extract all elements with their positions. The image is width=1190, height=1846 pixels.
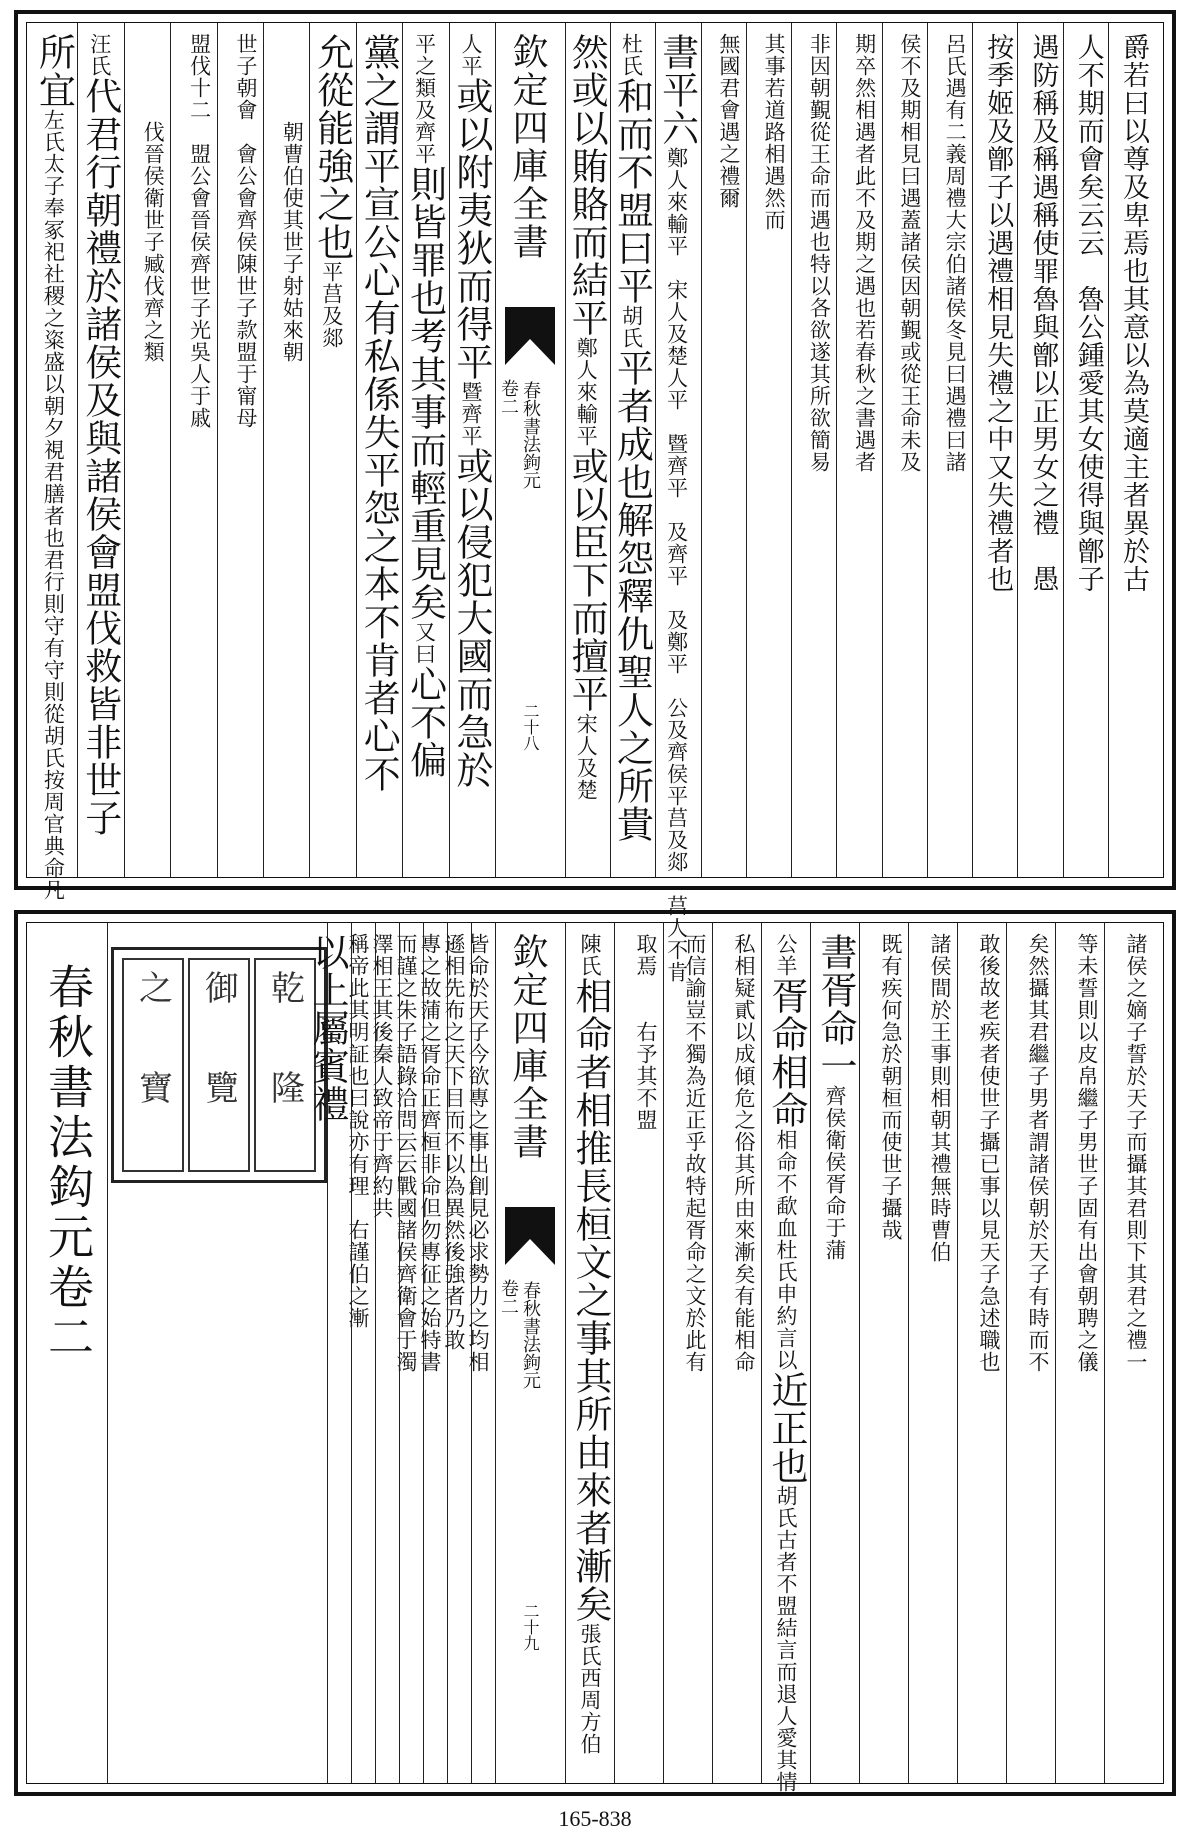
text-column [346, 933, 373, 1773]
seal-block-middle [188, 958, 250, 1172]
column-rule [447, 923, 448, 1783]
text-column [616, 933, 661, 1773]
text-column [567, 33, 608, 867]
text-column [1019, 33, 1060, 867]
column-rule [402, 23, 403, 877]
column-rule [495, 23, 496, 877]
main-text: 世子朝會 會公會齊侯陳世子款盟于甯母 [233, 33, 258, 429]
text-column [79, 33, 121, 867]
text-column [1110, 33, 1151, 867]
main-text: 代君行朝禮於諸侯及與諸侯會盟伐救皆非世子 [78, 77, 122, 837]
text-column [32, 33, 76, 901]
text-column [884, 33, 925, 867]
text-column [748, 33, 789, 867]
seal-char: 隆 [264, 1070, 305, 1104]
text-column [394, 933, 421, 1773]
main-text: 無國君會遇之禮爾 [716, 33, 741, 209]
text-column [763, 933, 808, 1793]
column-rule [791, 23, 792, 877]
column-rule [614, 923, 615, 1783]
main-text: 遜相先布之天下目而不以為異然後強者乃敢 [442, 933, 466, 1351]
column-rule [495, 923, 496, 1783]
main-text: 侯不及期相見曰遇蓋諸侯因朝覲或從王命未及 [897, 33, 922, 473]
column-rule [77, 23, 78, 877]
main-text: 然或以賄賂而結平 [565, 33, 609, 337]
main-text: 或以侵犯大國而急於 [449, 447, 493, 789]
annotation-note: 人平 [458, 33, 483, 77]
column-rule [957, 923, 958, 1783]
column-rule [263, 23, 264, 877]
library-title: 欽定四庫全書 [507, 933, 548, 1161]
text-column [812, 933, 857, 1773]
column-rule [701, 23, 702, 877]
annotation-note: 胡氏 [619, 305, 644, 349]
main-text: 專之故蒲之胥命正齊桓非命但勿專征之始特書 [418, 933, 442, 1373]
main-text: 諸侯間於王事則相朝其禮無時曹伯 [928, 933, 952, 1263]
text-column [959, 933, 1004, 1773]
main-text: 既有疾何急於朝桓而使世子攝哉 [879, 933, 903, 1241]
book-name: 春秋書法鉤元 [520, 381, 541, 489]
text-column [311, 33, 353, 867]
main-text: 書平六 [655, 33, 699, 147]
seal-char: 寶 [132, 1070, 173, 1104]
annotation-text: 張氏西周方伯 [578, 1623, 602, 1755]
column-rule [761, 923, 762, 1783]
column-rule [1063, 23, 1064, 877]
seal-block-left [122, 958, 184, 1172]
column-rule [423, 923, 424, 1783]
column-rule [124, 23, 125, 877]
fish-tail-mark-icon [503, 1205, 557, 1269]
text-column [655, 33, 699, 983]
imperial-seal [111, 947, 327, 1183]
column-rule [836, 23, 837, 877]
annotation-text: 平莒及郯 [319, 261, 344, 349]
text-column [1008, 933, 1053, 1773]
text-column [1057, 933, 1102, 1773]
annotation-note: 杜氏申約言以 [774, 1239, 798, 1371]
annotation-text: 宋人及楚 [574, 713, 599, 801]
volume-number: 卷二 [498, 1279, 519, 1315]
column-rule [882, 23, 883, 877]
column-rule [170, 23, 171, 877]
main-text: 其事若道路相遇然而 [762, 33, 787, 231]
column-rule [1006, 923, 1007, 1783]
seal-char: 覽 [198, 1070, 239, 1104]
text-column [567, 933, 612, 1773]
main-text: 相命者相推長桓文之事其所由來者漸矣 [569, 977, 612, 1623]
book-volume-title: 春秋書法鈎元卷二 [41, 963, 95, 1363]
column-rule [375, 923, 376, 1783]
column-rule [327, 923, 328, 1783]
main-text: 諸侯之嫡子誓於天子而攝其君則下其君之禮一 [1124, 933, 1148, 1373]
text-column [974, 33, 1015, 867]
annotation-text: 暨齊平 [458, 381, 483, 447]
text-column [172, 33, 214, 867]
main-text: 或以附夷狄而得平 [449, 77, 493, 381]
column-rule [351, 923, 352, 1783]
column-rule [746, 23, 747, 877]
main-text: 而謹之朱子語錄洽問云云戰國諸侯齊衛會于濁 [394, 933, 418, 1373]
text-column [126, 33, 168, 867]
main-text: 盟伐十二 盟公會晉侯齊世子光吳人于戚 [187, 33, 212, 429]
text-column [703, 33, 744, 867]
column-rule [1104, 923, 1105, 1783]
text-column [404, 33, 446, 867]
text-column [451, 33, 493, 867]
annotation-text: 相命不歃血 [774, 1129, 798, 1239]
column-rule [107, 923, 108, 1783]
main-text: 遇防稱及稱遇稱使罪魯與鄫以正男女之禮 愚 [1027, 33, 1059, 593]
text-column [929, 33, 970, 867]
text-column [714, 933, 759, 1773]
annotation-text: 齊侯衛侯胥命于蒲 [823, 1085, 847, 1261]
main-text: 心不偏 [403, 665, 447, 779]
library-title: 欽定四庫全書 [507, 33, 548, 261]
text-column [358, 33, 400, 867]
seal-char: 之 [132, 970, 173, 1004]
main-text: 和而不盟曰平 [610, 77, 654, 305]
book-name: 春秋書法鉤元 [520, 1281, 541, 1389]
text-column [442, 933, 469, 1773]
text-column [306, 933, 349, 1773]
main-text: 澤相王其後秦人致帝于齊約共 [370, 933, 394, 1219]
column-rule [449, 23, 450, 877]
column-rule [356, 23, 357, 877]
main-text: 胥命相命 [765, 977, 808, 1129]
text-column [793, 33, 834, 867]
annotation-text: 左氏太子奉冢祀社稷之粢盛以朝夕視君膳者也君行則守有守則從胡氏按周官典命凡 [41, 109, 66, 901]
volume-number: 卷二 [498, 379, 519, 415]
annotation-text: 鄭人來輸平 [574, 337, 599, 447]
main-text: 近正也 [765, 1371, 808, 1485]
main-text: 所宜 [32, 33, 76, 109]
annotation-text: 及齊平 [412, 99, 437, 165]
main-text: 皆命於天子今欲專之事出創見必求勢力之均相 [466, 933, 490, 1373]
leaf-number: 二十八 [521, 703, 540, 751]
text-column [838, 33, 879, 867]
text-column [665, 933, 710, 1773]
main-text: 按季姬及鄫子以遇禮相見失禮之中又失禮者也 [982, 33, 1014, 593]
seal-char: 御 [198, 970, 239, 1004]
seal-char: 乾 [264, 970, 305, 1004]
column-rule [1055, 923, 1056, 1783]
main-text: 敢後故老疾者使世子攝已事以見天子急述職也 [977, 933, 1001, 1373]
main-text: 取焉 右予其不盟 [634, 933, 658, 1131]
main-text: 私相疑貳以成傾危之俗其所由來漸矣有能相命 [732, 933, 756, 1373]
annotation-text: 胡氏古者不盟結言而退人愛其情 [774, 1485, 798, 1793]
column-rule [908, 923, 909, 1783]
text-column [466, 933, 493, 1773]
text-column [861, 933, 906, 1773]
annotation-note: 杜氏 [619, 33, 644, 77]
column-rule [859, 923, 860, 1783]
page-number: 165-838 [558, 1806, 632, 1831]
column-rule [471, 923, 472, 1783]
annotation-text: 又曰 [412, 621, 437, 665]
main-text: 稱帝此其明証也曰說亦有理 [346, 933, 370, 1197]
center-fold-strip [495, 23, 565, 877]
column-rule [565, 923, 566, 1783]
main-text: 書胥命一 [814, 933, 857, 1085]
column-rule [810, 923, 811, 1783]
main-text: 呂氏遇有二義周禮大宗伯諸侯冬見曰遇禮曰諸 [943, 33, 968, 473]
text-column [1106, 933, 1151, 1773]
text-column [370, 933, 397, 1773]
text-column [219, 33, 261, 867]
main-text: 或以臣下而擅平 [565, 447, 609, 713]
annotation-text: 鄭人來輸平 宋人及楚人平 暨齊平 及齊平 及鄭平 公及齊侯平莒及郯 莒人不肯 [664, 147, 689, 983]
bottom-page-frame [14, 910, 1176, 1796]
column-rule [1108, 23, 1109, 877]
main-text: 平者成也解怨釋仇聖人之所貴 [610, 349, 654, 843]
column-rule [399, 923, 400, 1783]
main-text: 人不期而會矣云云 魯公鍾愛其女使得與鄫子 [1072, 33, 1104, 593]
column-rule [655, 23, 656, 877]
main-text: 則皆罪也考其事而輕重見矣 [403, 165, 447, 621]
main-text: 爵若曰以尊及卑焉也其意以為莫適主者異於古 [1117, 33, 1149, 593]
column-rule [927, 23, 928, 877]
main-text: 期卒然相遇者此不及期之遇也若春秋之書遇者 [852, 33, 877, 473]
main-text: 黨之謂平宣公心有私係失平怨之本不肯者心不 [357, 33, 401, 793]
annotation-note: 平之類 [412, 33, 437, 99]
text-column [910, 933, 955, 1773]
bottom-page-inner-border [26, 922, 1164, 1793]
text-column [612, 33, 653, 867]
text-column [418, 933, 445, 1773]
annotation-note: 汪氏 [87, 33, 112, 77]
main-text: 而信諭豈不獨為近正乎故特起胥命之文於此有 [683, 933, 707, 1373]
main-text: 以上屬賓禮 [306, 933, 349, 1123]
column-rule [1017, 23, 1018, 877]
fish-tail-mark-icon [503, 305, 557, 369]
column-rule [972, 23, 973, 877]
main-text: 朝曹伯使其世子射姑來朝 [280, 33, 305, 363]
annotation-note: 陳氏 [578, 933, 602, 977]
text-column [265, 33, 307, 867]
column-rule [217, 23, 218, 877]
main-text: 矣然攝其君繼子男者謂諸侯朝於天子有時而不 [1026, 933, 1050, 1373]
main-text: 等未誓則以皮帛繼子男世子固有出會朝聘之儀 [1075, 933, 1099, 1373]
annotation-text: 右謹伯之漸 [346, 1197, 370, 1329]
column-rule [610, 23, 611, 877]
text-column [1065, 33, 1106, 867]
center-fold-strip [495, 923, 565, 1783]
column-rule [663, 923, 664, 1783]
main-text: 非因朝覲從王命而遇也特以各欲遂其所欲簡易 [807, 33, 832, 473]
annotation-note: 公羊 [774, 933, 798, 977]
leaf-number: 二十九 [521, 1603, 540, 1651]
main-text: 允從能強之也 [310, 33, 354, 261]
main-text: 伐晉侯衛世子臧伐齊之類 [141, 33, 166, 363]
column-rule [712, 923, 713, 1783]
column-rule [309, 23, 310, 877]
